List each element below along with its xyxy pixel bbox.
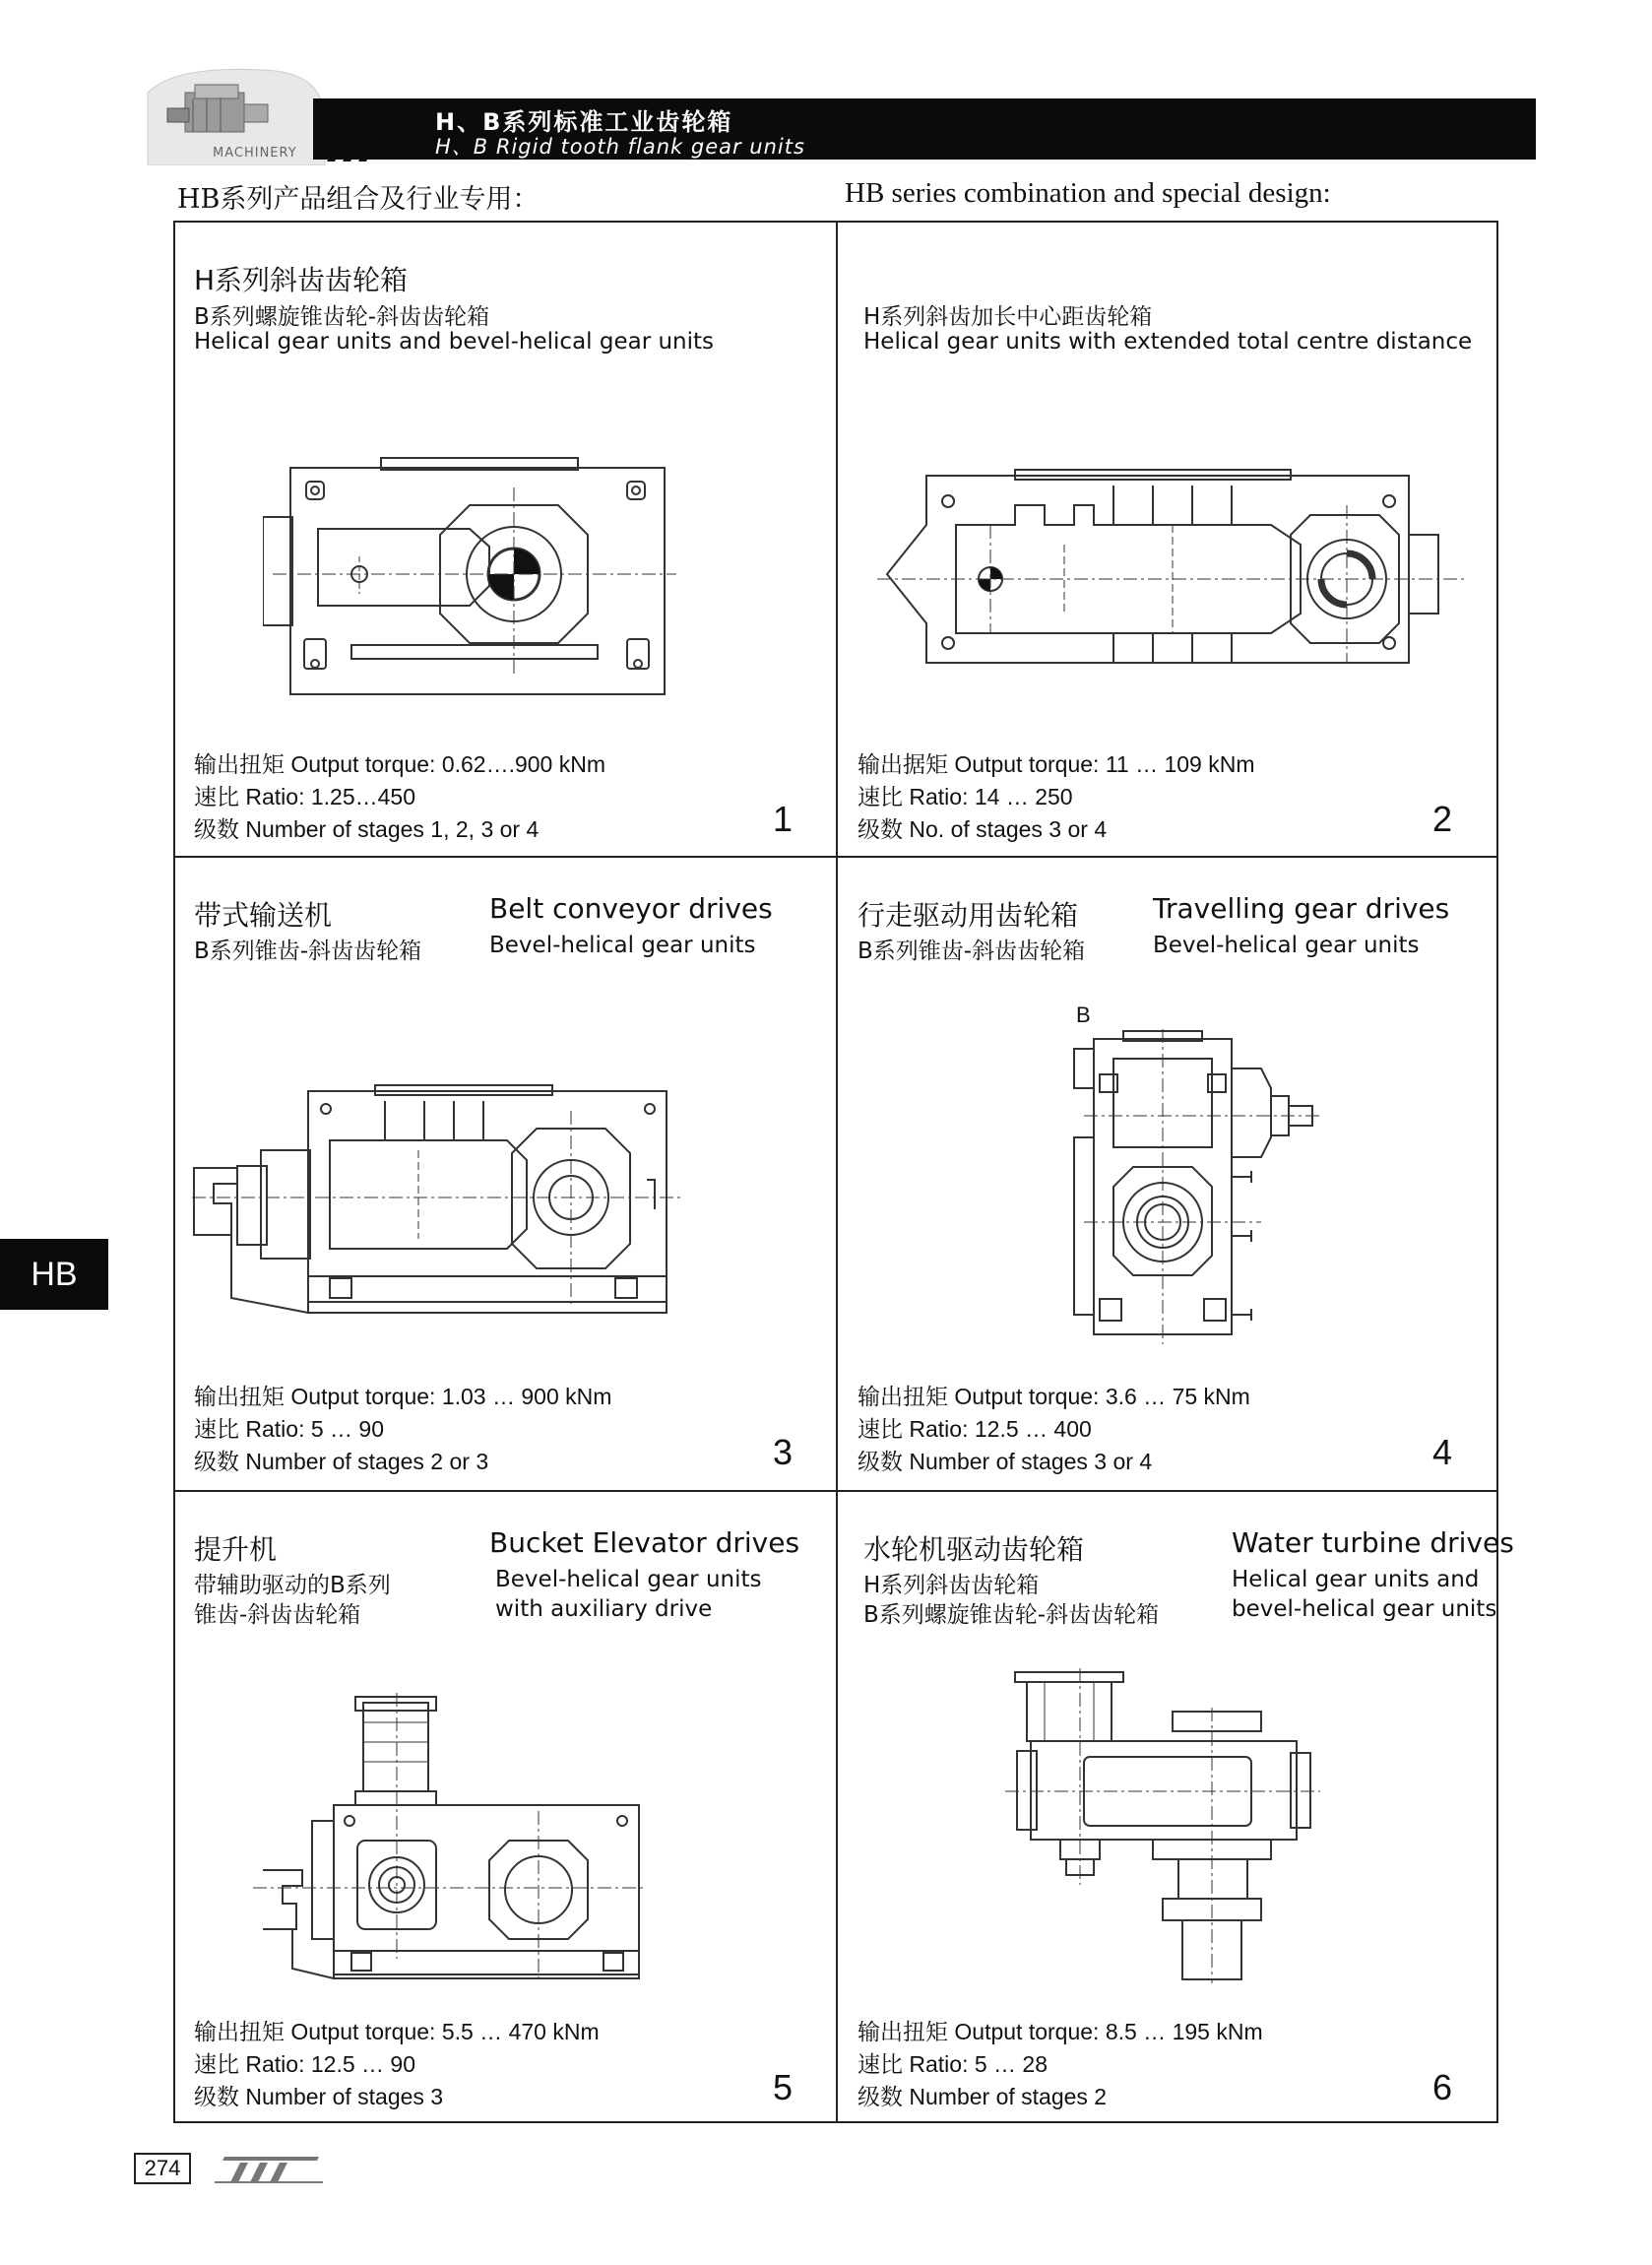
footer-brand-logo-icon <box>215 2153 323 2186</box>
spec-output-torque: 输出扭矩 Output torque: 8.5 … 195 kNm <box>858 2019 1263 2044</box>
cell-subtitle-zh: B系列锥齿-斜齿齿轮箱 <box>194 938 422 964</box>
cell-subtitle-en-2: bevel-helical gear units <box>1232 1596 1497 1622</box>
product-cell-6 <box>838 1491 1514 2125</box>
spec-stages: 级数 Number of stages 3 or 4 <box>858 1449 1153 1474</box>
cell-number: 5 <box>773 2067 794 2107</box>
bucket-elevator-drive-drawing <box>253 1693 647 1988</box>
view-label-b: B <box>1076 1003 1091 1027</box>
cell-subtitle-zh: B系列螺旋锥齿轮-斜齿齿轮箱 <box>194 304 490 330</box>
spec-ratio: 速比 Ratio: 14 … 250 <box>858 784 1073 809</box>
cell-subtitle-zh-2: 锥齿-斜齿齿轮箱 <box>194 1602 361 1628</box>
cell-number: 3 <box>773 1432 794 1472</box>
banner-title-zh: H、B系列标准工业齿轮箱 <box>435 108 733 136</box>
travelling-gear-drive-drawing <box>1064 1029 1360 1344</box>
cell-number: 4 <box>1432 1432 1453 1472</box>
cell-title-zh: 行走驱动用齿轮箱 <box>858 899 1079 932</box>
cell-title-zh: 水轮机驱动齿轮箱 <box>863 1533 1085 1566</box>
spec-ratio: 速比 Ratio: 12.5 … 400 <box>858 1416 1092 1442</box>
spec-ratio: 速比 Ratio: 1.25…450 <box>194 784 416 809</box>
spec-output-torque: 输出据矩 Output torque: 11 … 109 kNm <box>858 751 1255 777</box>
product-cell-1 <box>174 222 837 856</box>
cell-subtitle-en: Helical gear units and bevel-helical gear units <box>194 329 715 355</box>
product-cell-3 <box>174 857 837 1491</box>
water-turbine-drive-drawing <box>1005 1668 1320 1983</box>
page-number: 274 <box>134 2153 191 2184</box>
spec-output-torque: 输出扭矩 Output torque: 5.5 … 470 kNm <box>194 2019 600 2044</box>
cell-subtitle-en-1: Helical gear units and <box>1232 1567 1480 1592</box>
cell-number: 1 <box>773 799 794 839</box>
cell-title-en: Belt conveyor drives <box>489 892 773 925</box>
cell-subtitle-en: Bevel-helical gear units <box>1153 933 1420 958</box>
cell-number: 6 <box>1432 2067 1453 2107</box>
cell-subtitle-zh: H系列斜齿加长中心距齿轮箱 <box>863 304 1153 330</box>
extended-centre-distance-drawing <box>877 466 1468 692</box>
product-cell-4 <box>838 857 1500 1491</box>
cell-subtitle-en: Helical gear units with extended total centre distance <box>863 329 1473 355</box>
cell-subtitle-en-2: with auxiliary drive <box>495 1596 713 1622</box>
banner-title-en: H、B Rigid tooth flank gear units <box>435 135 805 159</box>
spec-ratio: 速比 Ratio: 5 … 28 <box>858 2051 1048 2077</box>
spec-stages: 级数 Number of stages 2 <box>858 2084 1108 2109</box>
helical-gear-unit-drawing <box>263 448 696 704</box>
spec-output-torque: 输出扭矩 Output torque: 0.62….900 kNm <box>194 751 606 777</box>
section-heading-zh: HB系列产品组合及行业专用： <box>177 184 540 215</box>
brand-text: MACHINERY <box>213 146 297 161</box>
cell-title-zh: 提升机 <box>194 1533 278 1566</box>
cell-subtitle-zh-1: H系列斜齿齿轮箱 <box>863 1573 1040 1598</box>
cell-subtitle-zh-1: 带辅助驱动的B系列 <box>194 1573 391 1598</box>
product-cell-5 <box>174 1491 837 2125</box>
spec-stages: 级数 No. of stages 3 or 4 <box>858 816 1108 842</box>
header-banner <box>313 98 1536 160</box>
spec-output-torque: 输出扭矩 Output torque: 3.6 … 75 kNm <box>858 1384 1250 1409</box>
spec-output-torque: 输出扭矩 Output torque: 1.03 … 900 kNm <box>194 1384 612 1409</box>
belt-conveyor-drive-drawing <box>192 1081 684 1332</box>
spec-ratio: 速比 Ratio: 12.5 … 90 <box>194 2051 415 2077</box>
cell-subtitle-en: Bevel-helical gear units <box>489 933 756 958</box>
spec-stages: 级数 Number of stages 2 or 3 <box>194 1449 489 1474</box>
cell-title-en: Water turbine drives <box>1232 1526 1514 1559</box>
cell-title-zh: 带式输送机 <box>194 899 333 932</box>
spec-ratio: 速比 Ratio: 5 … 90 <box>194 1416 385 1442</box>
cell-subtitle-en-1: Bevel-helical gear units <box>495 1567 762 1592</box>
cell-title-en: Travelling gear drives <box>1153 892 1450 925</box>
cell-subtitle-zh-2: B系列螺旋锥齿轮-斜齿齿轮箱 <box>863 1602 1160 1628</box>
spec-stages: 级数 Number of stages 3 <box>194 2084 444 2109</box>
section-heading-en: HB series combination and special design: <box>845 177 1331 209</box>
product-cell-2 <box>838 222 1500 856</box>
cell-number: 2 <box>1432 799 1453 839</box>
cell-title: H系列斜齿齿轮箱 <box>194 264 409 296</box>
cell-title-en: Bucket Elevator drives <box>489 1526 800 1559</box>
spec-stages: 级数 Number of stages 1, 2, 3 or 4 <box>194 816 540 842</box>
cell-subtitle-zh: B系列锥齿-斜齿齿轮箱 <box>858 938 1086 964</box>
section-side-tab: HB <box>0 1239 108 1310</box>
